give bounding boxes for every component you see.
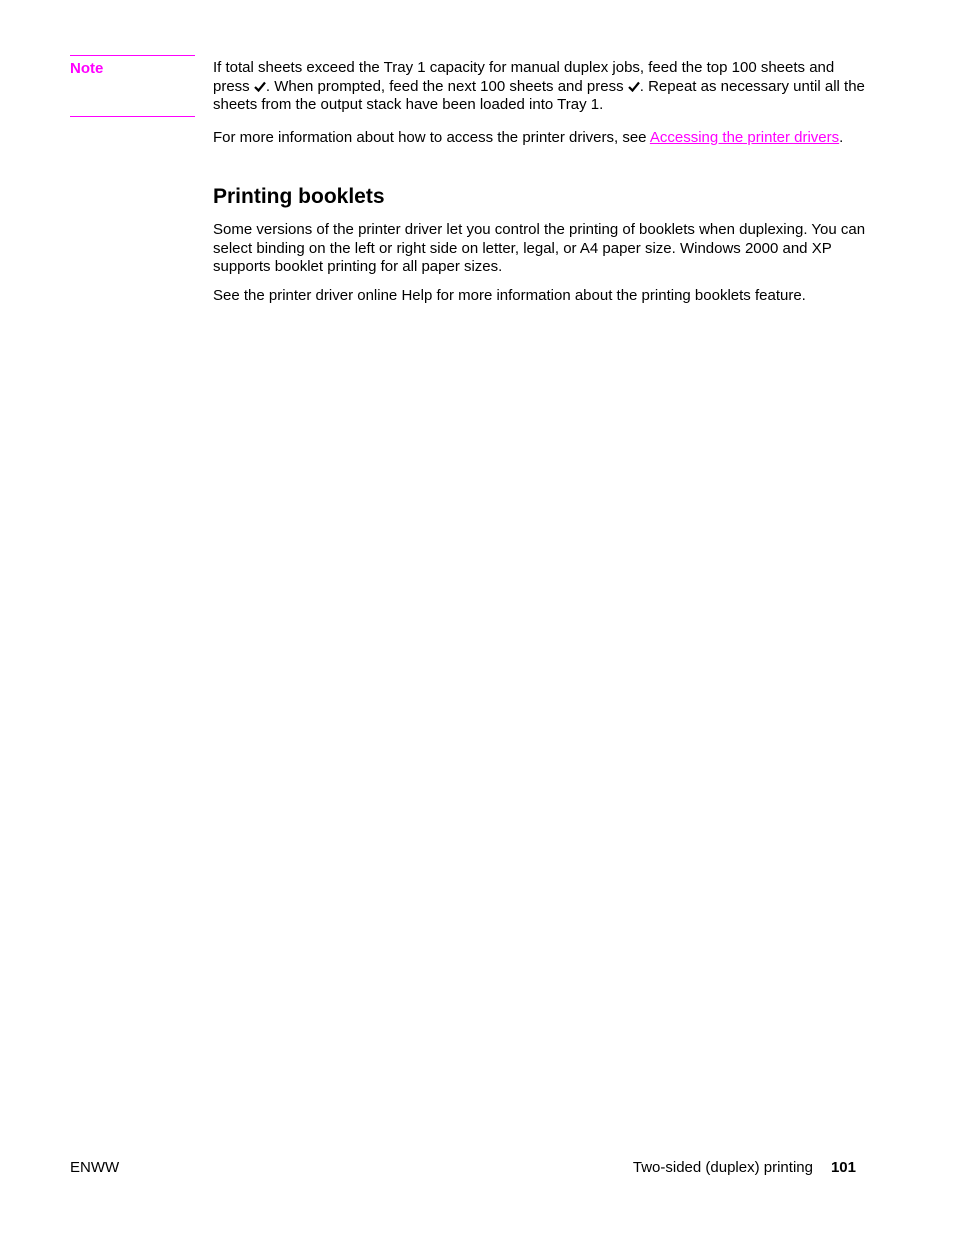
section-heading: Printing booklets	[213, 185, 385, 208]
accessing-printer-drivers-link[interactable]: Accessing the printer drivers	[649, 129, 840, 146]
note-text-part3: . Repeat as necessary until all the sheets from the output stack have been loaded into Tray 1.	[213, 77, 865, 113]
more-info-paragraph	[213, 129, 873, 148]
footer-left: ENWW	[70, 1159, 120, 1176]
footer-right	[633, 1159, 856, 1176]
footer-section-title: Two-sided (duplex) printing	[632, 1159, 813, 1176]
note-text-part2: . When prompted, feed the next 100 sheets and press	[265, 77, 628, 95]
note-text-part1: If total sheets exceed the Tray 1 capacity for manual duplex jobs, feed the top 100 sheets and press	[213, 59, 835, 95]
checkmark-icon	[628, 81, 640, 92]
booklets-paragraph: Some versions of the printer driver let you control the printing of booklets when duplexing. You can select binding on the left or right side on letter, legal, or A4 paper size. Windows 2000 and XP supports booklet printing for all paper sizes.	[213, 221, 866, 275]
more-info-suffix: .	[839, 129, 844, 146]
page-number: 101	[830, 1159, 856, 1176]
checkmark-icon	[254, 81, 266, 92]
note-text	[213, 59, 873, 115]
more-info-prefix: For more information about how to access the printer drivers, see	[213, 129, 650, 146]
note-label: Note	[70, 60, 104, 77]
note-block	[70, 55, 195, 117]
help-paragraph: See the printer driver online Help for more information about the printing booklets feature.	[213, 287, 806, 304]
